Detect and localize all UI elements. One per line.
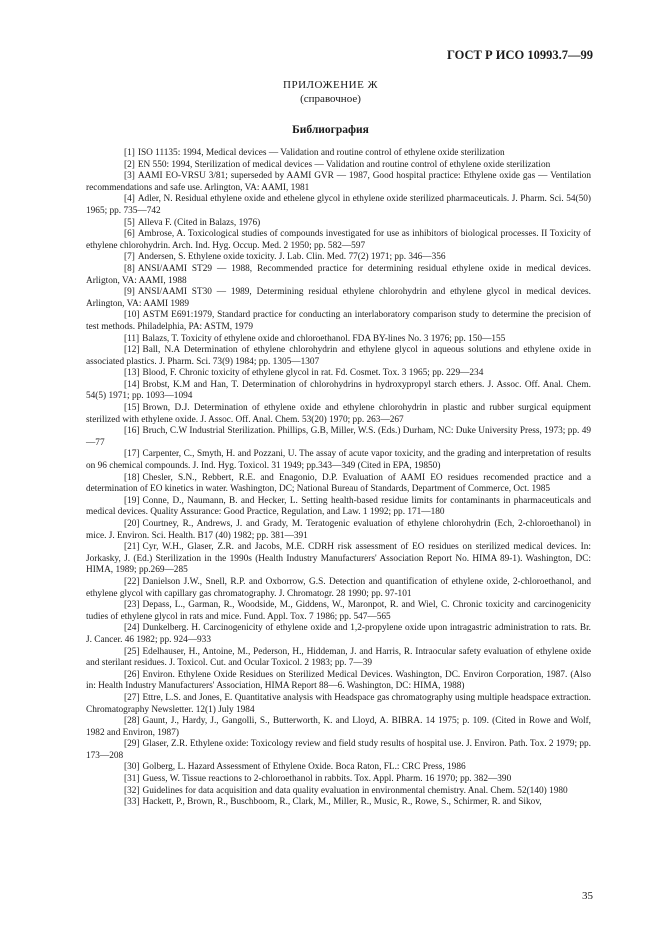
reference-number: [19] — [124, 495, 140, 506]
reference-text: Guidelines for data acquisition and data quality evaluation in environmental chemistry. Anal. Chem. 52(140) 1980 — [142, 785, 568, 796]
reference-number: [1] — [124, 148, 135, 158]
reference-number: [27] — [124, 692, 140, 703]
reference-item — [86, 218, 591, 230]
reference-number: [15] — [124, 403, 140, 414]
reference-number: [31] — [124, 774, 140, 785]
reference-text: ASTM E691:1979, Standard practice for conducting an interlaboratory comparison study to determine the precision of test methods. Philadelphia, PA: ASTM, 1979 — [86, 310, 591, 332]
reference-text: Dunkelberg. H. Carcinogenicity of ethylene oxide and 1,2-propylene oxide upon intragastric administration to rats. Br. J. Cancer. 46 1982; pp. 924—933 — [86, 623, 591, 645]
reference-number: [25] — [124, 646, 140, 657]
reference-text: Golberg, L. Hazard Assessment of Ethylene Oxide. Boca Raton, FL.: CRC Press, 1986 — [142, 762, 466, 773]
reference-item — [86, 310, 591, 333]
reference-item — [86, 762, 591, 774]
reference-number: [32] — [124, 785, 140, 796]
reference-number: [2] — [124, 159, 135, 170]
reference-list — [86, 148, 591, 809]
reference-number: [18] — [124, 472, 140, 483]
reference-number: [3] — [124, 171, 135, 182]
reference-item — [86, 252, 591, 264]
reference-item — [86, 334, 591, 346]
reference-text: Blood, F. Chronic toxicity of ethylene glycol in rat. Fd. Cosmet. Tox. 3 1965; pp. 229—234 — [142, 368, 484, 379]
reference-item — [86, 774, 591, 786]
reference-text: Ettre, L.S. and Jones, E. Quantitative analysis with Headspace gas chromatography using multiple headspace extraction. Chromatography Newsletter. 12(1) July 1984 — [86, 692, 591, 715]
reference-number: [9] — [124, 287, 135, 298]
reference-number: [6] — [124, 229, 135, 240]
reference-number: [21] — [124, 542, 140, 553]
reference-item — [86, 473, 591, 496]
reference-number: [16] — [124, 426, 140, 437]
reference-text: Andersen, S. Ethylene oxide toxicity. J. Lab. Clin. Med. 77(2) 1971; pp. 346—356 — [137, 252, 446, 263]
reference-number: [11] — [124, 333, 140, 344]
reference-item — [86, 542, 591, 577]
reference-text: ISO 11135: 1994, Medical devices — Validation and routine control of ethylene oxide sterilization — [137, 148, 505, 158]
appendix-title: ПРИЛОЖЕНИЕ Ж — [283, 79, 378, 91]
reference-item — [86, 786, 591, 798]
reference-item — [86, 647, 591, 670]
reference-number: [14] — [124, 379, 140, 390]
reference-text: ANSI/AAMI ST29 — 1988, Recommended practice for determining residual ethylene oxide in medical devices. Arligton, VA: AAMI, 1988 — [86, 263, 591, 286]
reference-text: Depass, L., Garman, R., Woodside, M., Giddens, W., Maronpot, R. and Wiel, C. Chronic toxicity and carcinogenicity tudies of ethylene glycol in rats and mice. Fund. Appl. Tox. 7 1986; pp. 547—565 — [86, 600, 591, 622]
reference-item — [86, 345, 591, 368]
reference-text: Hackett, P., Brown, R., Buschboom, R., Clark, M., Miller, R., Music, R., Rowe, S., Schirmer, R. and Sikov, — [142, 797, 542, 808]
reference-number: [20] — [124, 519, 140, 529]
reference-item — [86, 160, 591, 172]
reference-item — [86, 623, 591, 646]
reference-number: [29] — [124, 739, 140, 750]
reference-item — [86, 148, 591, 160]
appendix-block — [0, 78, 661, 106]
reference-item — [86, 600, 591, 623]
reference-number: [22] — [124, 576, 140, 587]
reference-number: [33] — [124, 797, 140, 808]
reference-item — [86, 739, 591, 762]
reference-item — [86, 426, 591, 449]
reference-number: [30] — [124, 762, 140, 773]
reference-text: Danielson J.W., Snell, R.P. and Oxborrow, G.S. Detection and quantification of ethylene oxide, 2-chloroethanol, and ethylene glycol with capillary gas chromatography. J. Chromatogr. 28 1990; pp. 97-101 — [86, 576, 591, 599]
reference-text: Balazs, T. Toxicity of ethylene oxide and chloroethanol. FDA BY-lines No. 3 1976; pp. 150—155 — [142, 333, 506, 344]
reference-number: [12] — [124, 345, 140, 356]
reference-text: Chesler, S.N., Rebbert, R.E. and Enagonio, D.P. Evaluation of AAMI EO residues recomended practice and a determination of EO kinetics in water. Washington, DC; National Bureau of Standards, Department of Commerce, Oct. 1985 — [86, 472, 591, 495]
appendix-subtitle: (справочное) — [300, 93, 361, 105]
reference-item — [86, 368, 591, 380]
reference-text: EN 550: 1994, Sterilization of medical devices — Validation and routine control of ethylene oxide sterilization — [137, 159, 551, 170]
reference-text: Gaunt, J., Hardy, J., Gangolli, S., Butterworth, K. and Lloyd, A. BIBRA. 14 1975; p. 109. (Cited in Rowe and Wolf, 1982 and Environ, 1987) — [86, 716, 591, 738]
reference-number: [8] — [124, 263, 135, 274]
bibliography-heading: Библиография — [292, 124, 369, 136]
reference-number: [28] — [124, 716, 140, 727]
reference-text: Brobst, K.M and Han, T. Determination of chlorohydrins in hydroxypropyl starch ethers. J. Assoc. Off. Anal. Chem. 54(5) 1971; pp. 1093—1094 — [86, 379, 591, 402]
reference-text: ANSI/AAMI ST30 — 1989, Determining residual ethylene chlorohydrin and ethylene glycol in medical devices. Arlington, VA: AAMI 1989 — [86, 287, 591, 309]
document-header: ГОСТ Р ИСО 10993.7—99 — [447, 48, 593, 62]
reference-text: Environ. Ethylene Oxide Residues on Sterilized Medical Devices. Washington, DC. Environ Corporation, 1987. (Also in: Health Industry Manufacturers' Association, HIMA Report 88—6. Washington, DC: HIMA, 1988) — [86, 669, 591, 692]
reference-text: Carpenter, C., Smyth, H. and Pozzani, U. The assay of acute vapor toxicity, and the grading and interpretation of results on 96 chemical compounds. J. Ind. Hyg. Toxicol. 31 1949; pp.343—349 (Cited in EPA, 19850) — [86, 449, 591, 472]
reference-item — [86, 670, 591, 693]
reference-text: Ambrose, A. Toxicological studies of compounds investigated for use as inhibitors of biological processes. II Toxicity of ethylene chlorohydrin. Arch. Ind. Hyg. Occup. Med. 2 1950; pp. 582—597 — [86, 229, 591, 251]
reference-text: Alleva F. (Cited in Balazs, 1976) — [137, 217, 261, 228]
reference-text: Adler, N. Residual ethylene oxide and ethelene glycol in ethylene oxide sterilized pharmaceuticals. J. Pharm. Sci. 54(50) 1965; pp. 735—742 — [86, 194, 591, 216]
reference-item — [86, 693, 591, 716]
reference-number: [24] — [124, 623, 140, 634]
reference-text: Cyr, W.H., Glaser, Z.R. and Jacobs, M.E. CDRH risk assessment of EO residues on sterilized medical devices. In: Jorkasky, J. (Ed.) Sterilization in the 1990s (Health Industry Manufacturers' Association Report No. HIMA 89-1). Washington, DC: HIMA, 1989; pp.269—285 — [86, 542, 591, 576]
reference-text: Glaser, Z.R. Ethylene oxide: Toxicology review and field study results of hospital use. J. Environ. Path. Tox. 2 1979; pp. 173—208 — [86, 739, 591, 761]
reference-text: Conne, D., Naumann, B. and Hecker, L. Setting health-based residue limits for contaminants in pharmaceuticals and medical devices. Quality Assurance: Good Practice, Regulation, and Law. 1 1992; pp. 171—180 — [86, 495, 591, 518]
reference-number: [10] — [124, 310, 140, 321]
reference-number: [13] — [124, 368, 140, 379]
reference-item — [86, 496, 591, 519]
reference-item — [86, 797, 591, 809]
reference-text: Brown, D.J. Determination of ethylene oxide and ethylene chlorohydrin in plastic and rubber surgical equipment sterilized with ethylene oxide. J. Assoc. Off. Anal. Chem. 53(20) 1970; pp. 263—267 — [86, 403, 591, 425]
reference-text: Edelhauser, H., Antoine, M., Pederson, H., Hiddeman, J. and Harris, R. Intraocular safety evaluation of ethylene oxide and sterilant residues. J. Toxicol. Cut. and Ocular Toxicol. 2 1983; pp. 7—39 — [86, 646, 591, 669]
reference-text: Bruch, C.W Industrial Sterilization. Phillips, G.B, Miller, W.S. (Eds.) Durham, NC: Duke University Press, 1973; pp. 49—77 — [86, 426, 591, 448]
reference-item — [86, 380, 591, 403]
reference-item — [86, 577, 591, 600]
reference-number: [17] — [124, 449, 140, 460]
reference-number: [26] — [124, 669, 140, 680]
reference-text: Courtney, R., Andrews, J. and Grady, M. Teratogenic evaluation of ethylene chlorohydrin (Ech, 2-chloroethanol) in mice. J. Environ. Sci. Health. B17 (40) 1982; pp. 381—391 — [86, 519, 591, 541]
reference-number: [5] — [124, 217, 135, 228]
reference-item — [86, 194, 591, 217]
reference-item — [86, 264, 591, 287]
reference-number: [23] — [124, 600, 140, 611]
reference-number: [4] — [124, 194, 135, 205]
reference-item — [86, 449, 591, 472]
reference-item — [86, 716, 591, 739]
reference-number: [7] — [124, 252, 135, 263]
reference-item — [86, 403, 591, 426]
reference-text: AAMI EO-VRSU 3/81; superseded by AAMI GVR — 1987, Good hospital practice: Ethylene oxide gas — Ventilation recommendations and safe use. Arlington, VA: AAMI, 1981 — [86, 171, 591, 193]
reference-text: Ball, N.A Determination of ethylene chlorohydrin and ethylene glycol in aqueous solutions and ethylene oxide in associated plastics. J. Pharm. Sci. 73(9) 1984; pp. 1305—1307 — [86, 345, 591, 367]
reference-text: Guess, W. Tissue reactions to 2-chloroethanol in rabbits. Tox. Appl. Pharm. 16 1970; pp. 382—390 — [142, 774, 512, 785]
reference-item — [86, 229, 591, 252]
reference-item — [86, 519, 591, 542]
page-number: 35 — [582, 890, 593, 902]
reference-item — [86, 287, 591, 310]
reference-item — [86, 171, 591, 194]
